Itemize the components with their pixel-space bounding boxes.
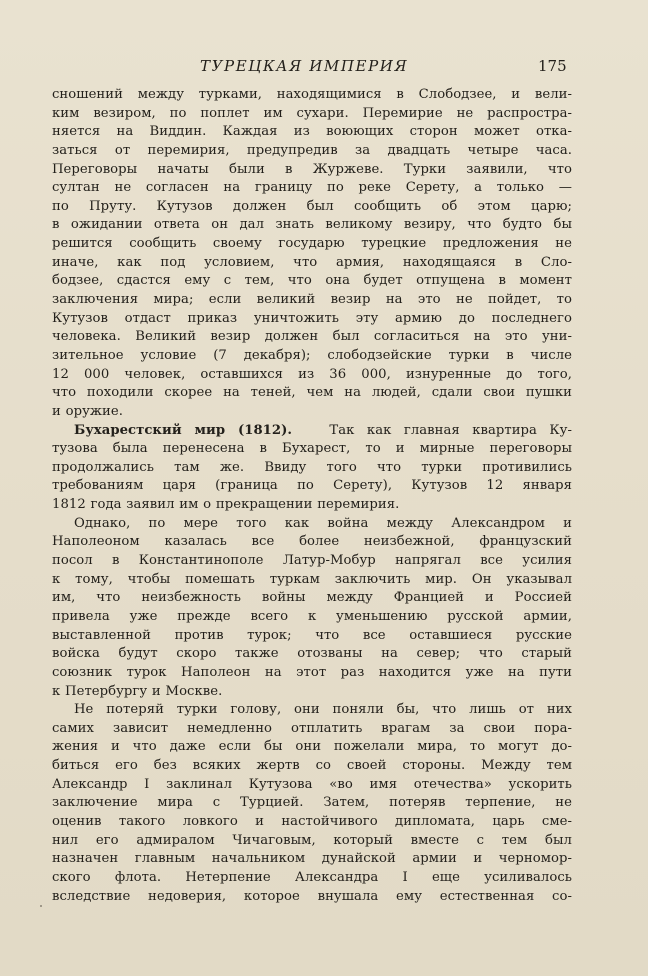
text-line: самих зависит немедленно отплатить врагам за свои пора- — [52, 720, 572, 736]
text-line: султан не согласен на границу по реке Серету, а только — — [52, 180, 572, 196]
text-line: тузова была перенесена в Бухарест, то и мирные переговоры — [52, 441, 572, 457]
text-line: выставленной против турок; что все оставшиеся русские — [52, 627, 572, 643]
text-line: войска будут скоро также отозваны на север; что старый — [52, 646, 572, 662]
page-number: 175 — [538, 57, 567, 75]
text-line: к Петербургу и Москве. — [52, 683, 223, 699]
text-line: Переговоры начаты были в Журжеве. Турки заявили, что — [52, 161, 572, 177]
text-line: биться его без всяких жертв со своей стороны. Между тем — [52, 758, 572, 774]
text-line: зительное условие (7 декабря); слободзейские турки в числе — [52, 347, 572, 363]
text-line: человека. Великий везир должен был согласиться на это уни- — [52, 329, 572, 345]
text-line: по Пруту. Кутузов должен был сообщить об этом царю; — [52, 198, 572, 214]
text-line: няется на Виддин. Каждая из воюющих сторон может отка- — [52, 124, 572, 140]
text-line: Не потеряй турки голову, они поняли бы, что лишь от них — [74, 702, 572, 718]
text-line: 12 000 человек, оставшихся из 36 000, изнуренные до того, — [52, 366, 572, 382]
text-line: Наполеоном казалась все более неизбежной, французский — [52, 534, 572, 550]
text-line: назначен главным начальником дунайской армии и черномор- — [52, 851, 572, 867]
text-line: в ожидании ответа он дал знать великому везиру, что будто бы — [52, 217, 572, 233]
text-line: ского флота. Нетерпение Александра I еще усиливалось — [52, 869, 572, 885]
text-line: привела уже прежде всего к уменьшению русской армии, — [52, 608, 572, 624]
text-line: и оружие. — [52, 403, 123, 419]
text-line: продолжались там же. Ввиду того что турки противились — [52, 459, 572, 475]
text-line: требованиям царя (граница по Серету), Кутузов 12 января — [52, 478, 572, 494]
text-line: ким везиром, по поплет им сухари. Перемирие не распростра- — [52, 105, 572, 121]
text-line: нил его адмиралом Чичаговым, который вместе с тем был — [52, 832, 572, 848]
text-line: 1812 года заявил им о прекращении перемирия. — [52, 497, 400, 513]
text-line: к тому, чтобы помешать туркам заключить мир. Он указывал — [52, 571, 572, 587]
body-text — [52, 86, 572, 906]
text-line: жения и что даже если бы они пожелали мира, то могут до- — [52, 739, 572, 755]
text-line: вследствие недоверия, которое внушала ему естественная со- — [52, 888, 572, 904]
text-line: бодзее, сдастся ему с тем, что она будет отпущена в момент — [52, 273, 572, 289]
page-header — [0, 56, 648, 76]
text-line-fragment: Так как главная квартира Ку- — [329, 422, 572, 438]
text-line: Кутузов отдаст приказ уничтожить эту армию до последнего — [52, 310, 572, 326]
text-line: заключения мира; если великий везир на это не пойдет, то — [52, 292, 572, 308]
text-line: иначе, как под условием, что армия, находящаяся в Сло- — [52, 254, 572, 270]
text-line: им, что неизбежность войны между Францией и Россией — [52, 590, 572, 606]
text-line: заться от перемирия, предупредив за двадцать четыре часа. — [52, 142, 572, 158]
text-line: решится сообщить своему государю турецкие предложения не — [52, 236, 572, 252]
text-line: что походили скорее на теней, чем на людей, сдали свои пушки — [52, 385, 572, 401]
running-title: ТУРЕЦКАЯ ИМПЕРИЯ — [200, 57, 409, 75]
section-heading-line — [52, 422, 572, 441]
text-line: Александр I заклинал Кутузова «во имя отечества» ускорить — [52, 776, 572, 792]
text-line: союзник турок Наполеон на этот раз находится уже на пути — [52, 664, 572, 680]
section-heading: Бухарестский мир (1812). — [74, 422, 293, 438]
text-line: посол в Константинополе Латур-Мобур напрягал все усилия — [52, 553, 572, 569]
text-line: оценив такого ловкого и настойчивого дипломата, царь сме- — [52, 813, 572, 829]
text-line: сношений между турками, находящимися в Слободзее, и вели- — [52, 87, 572, 102]
text-line: Однако, по мере того как война между Александром и — [74, 515, 572, 531]
paper-speck — [40, 905, 42, 907]
text-line: заключение мира с Турцией. Затем, потеряв терпение, не — [52, 795, 572, 811]
